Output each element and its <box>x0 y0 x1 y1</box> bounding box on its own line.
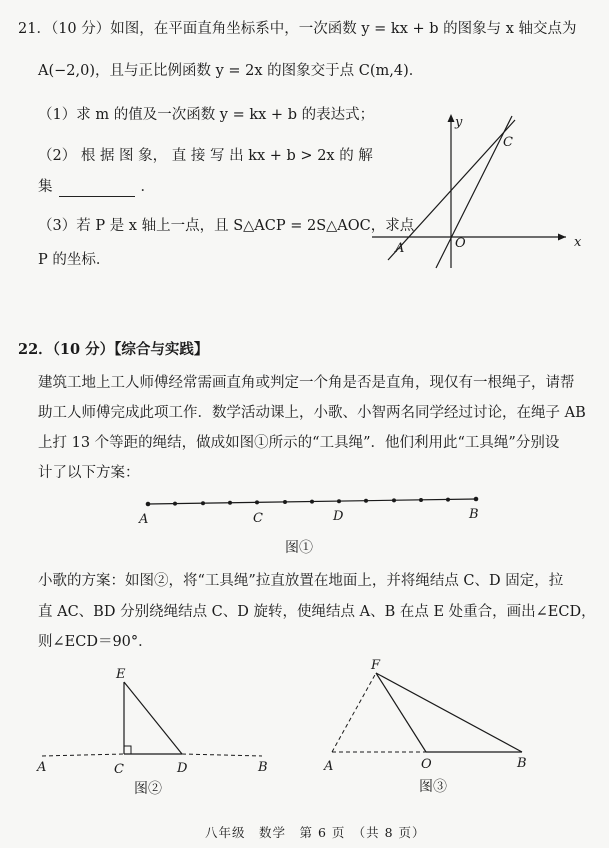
fig3-label-o: O <box>421 757 432 772</box>
q22-plan1: 小歌的方案：如图②，将“工具绳”拉直放置在地面上，并将绳结点 C、D 固定，拉 <box>38 573 564 589</box>
fig2-label-d: D <box>177 761 188 776</box>
q22-p2: 助工人师傅完成此项工作．数学活动课上，小歌、小智两名同学经过讨论，在绳子 AB <box>38 405 586 421</box>
fig1-caption: 图① <box>285 540 313 556</box>
fig3-caption: 图③ <box>419 779 447 795</box>
q21-line1: 21．（10 分）如图，在平面直角坐标系中，一次函数 y = kx + b 的图象与 x 轴交点为 <box>18 21 577 37</box>
q22-plan3: 则∠ECD＝90°． <box>38 634 153 650</box>
segment-fo <box>376 673 426 752</box>
q21-part2b-post: ． <box>140 179 155 195</box>
fig1-label-d: D <box>333 509 344 524</box>
dashed-af <box>332 673 376 752</box>
fig2-label-a: A <box>37 760 47 775</box>
q21-part2a: （2） 根 据 图 象， 直 接 写 出 kx + b > 2x 的 解 <box>38 148 373 164</box>
x-axis-label: x <box>574 235 582 250</box>
fig2-label-b: B <box>258 760 268 775</box>
point-a-label: A <box>395 241 405 256</box>
q21-line2: A(−2,0)，且与正比例函数 y = 2x 的图象交于点 C(m,4)． <box>38 63 424 79</box>
fig1-label-a: A <box>139 512 149 527</box>
q21-part3b: P 的坐标． <box>38 252 111 268</box>
fig3-label-b: B <box>517 756 527 771</box>
point-c-label: C <box>503 135 513 150</box>
fig2-label-e: E <box>116 667 126 682</box>
segment-fb <box>376 673 522 752</box>
q21-part1: （1）求 m 的值及一次函数 y = kx + b 的表达式； <box>38 107 375 123</box>
y-axis-label: y <box>455 115 463 130</box>
fig3-label-a: A <box>324 759 334 774</box>
fig1-label-b: B <box>469 507 479 522</box>
fig3-label-f: F <box>371 658 381 673</box>
fig2-caption: 图② <box>134 781 162 797</box>
point-o-label: O <box>455 236 466 251</box>
q22-p3: 上打 13 个等距的绳结，做成如图①所示的“工具绳”．他们利用此“工具绳”分别设 <box>38 435 560 451</box>
q22-p4: 计了以下方案： <box>38 465 140 481</box>
q21-part2b-pre: 集 <box>38 179 53 195</box>
fig1-label-c: C <box>253 511 263 526</box>
q21-part3a: （3）若 P 是 x 轴上一点，且 S△ACP = 2S△AOC，求点 <box>38 218 415 234</box>
fig2-label-c: C <box>114 762 124 777</box>
q22-p1: 建筑工地上工人师傅经常需画直角或判定一个角是否是直角，现仅有一根绳子，请帮 <box>38 375 575 391</box>
page-footer: 八年级 数学 第 6 页 （共 8 页） <box>205 825 426 840</box>
q22-plan2: 直 AC、BD 分别绕绳结点 C、D 旋转，使绳结点 A、B 在点 E 处重合，画出∠ECD， <box>38 604 596 620</box>
q22-title: 22．（10 分）【综合与实践】 <box>18 341 209 358</box>
